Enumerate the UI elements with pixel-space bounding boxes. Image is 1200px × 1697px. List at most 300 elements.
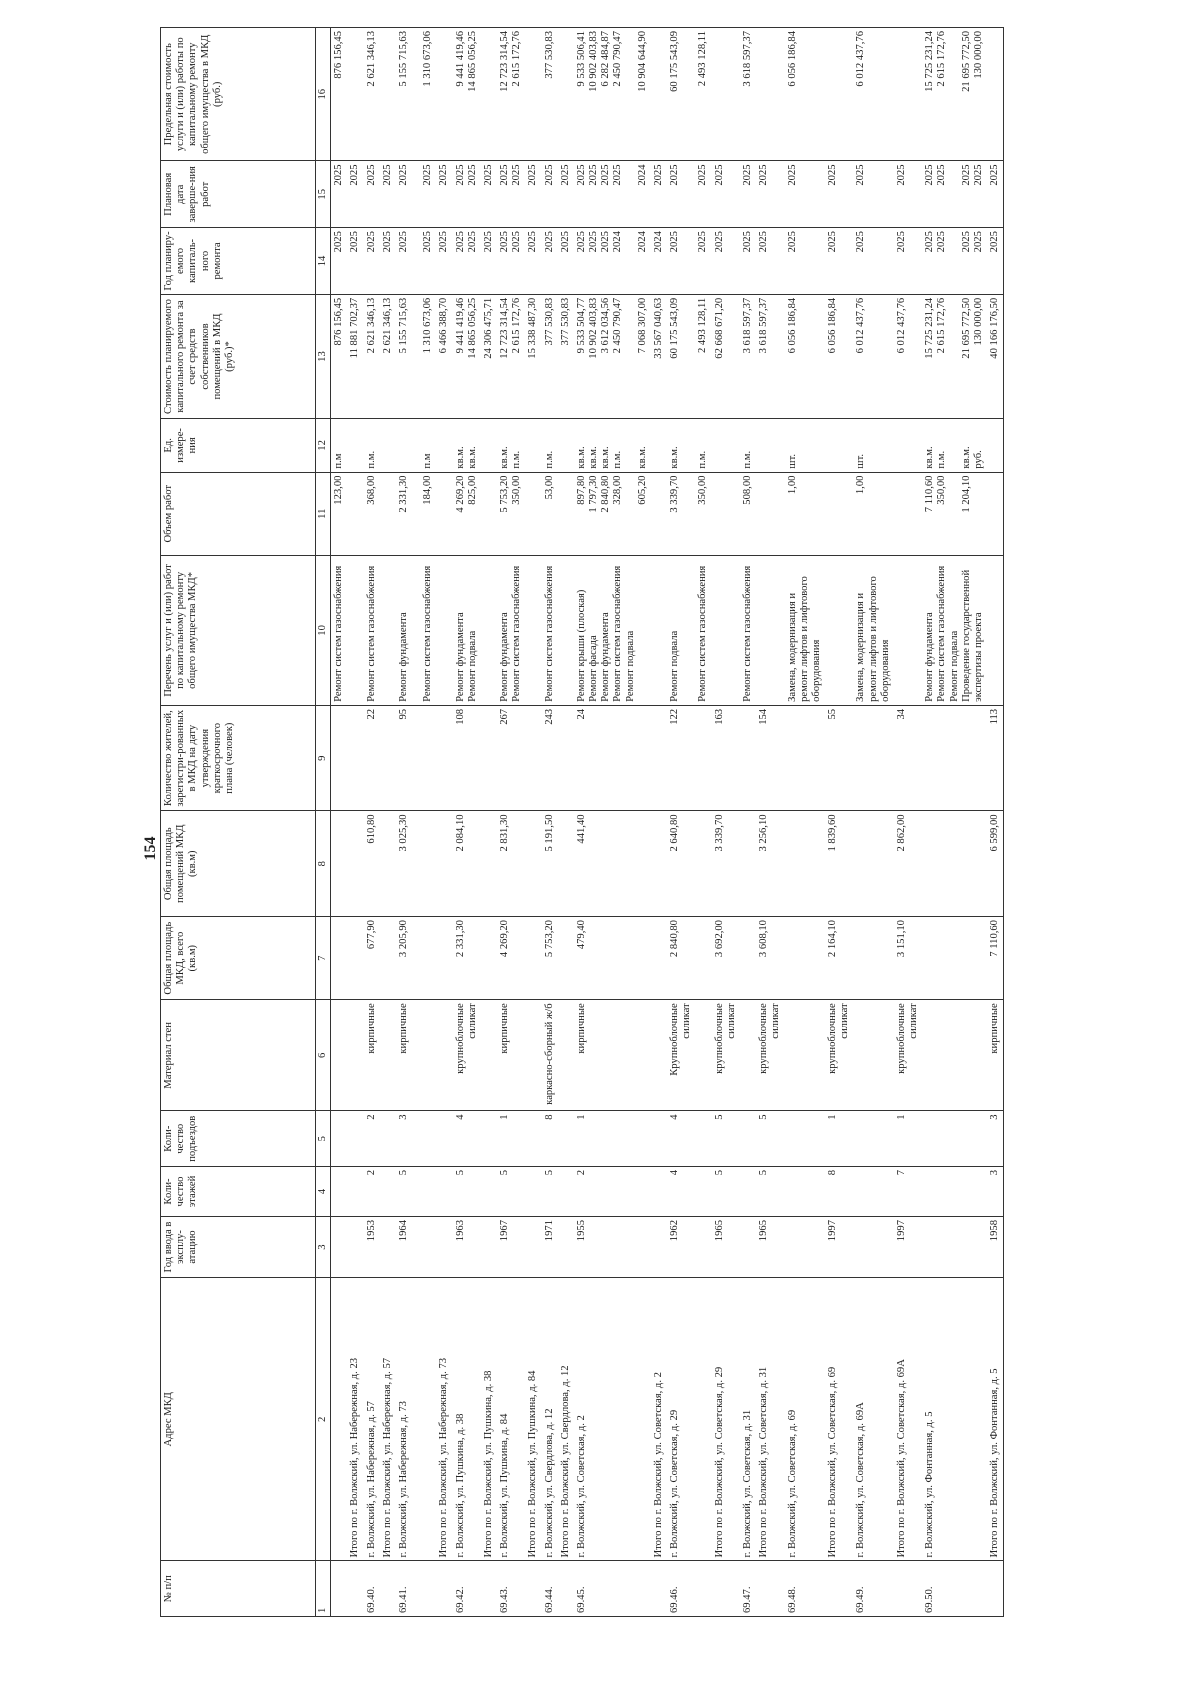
cost-cell-line: 9 533 504,77 xyxy=(575,297,587,354)
unit-cell-line: п.м. xyxy=(543,450,555,469)
end-date-cell-line xyxy=(949,164,961,224)
unit-cell xyxy=(497,419,525,472)
volume-cell xyxy=(853,472,894,555)
premises-area-cell-line: 3 256,10 xyxy=(758,814,770,852)
cost-cell-line: 12 723 314,54 xyxy=(499,297,511,359)
year-cell-line: 1971 xyxy=(543,1220,555,1242)
volume-cell-line: 1,00 xyxy=(786,475,798,495)
unit-cell-line: п.м. xyxy=(936,450,948,469)
end-date-cell-line: 2025 xyxy=(612,164,624,186)
unit-cell-line: руб. xyxy=(972,450,984,469)
cost-cell-line: 2 615 172,76 xyxy=(936,297,948,354)
residents-cell-line: 154 xyxy=(758,708,770,725)
limit-cost-cell xyxy=(712,28,740,161)
cost-cell-line: 3 618 597,37 xyxy=(741,297,753,354)
cost-cell-line: 876 156,45 xyxy=(333,297,345,346)
residents-cell xyxy=(525,705,541,811)
cost-cell-line xyxy=(410,298,422,415)
row-number-line: 69.40. xyxy=(365,1586,377,1613)
table-row xyxy=(542,28,558,1617)
end-date-cell-line: 2025 xyxy=(960,164,972,186)
floors-cell-line: 5 xyxy=(454,1170,466,1176)
row-number xyxy=(380,1561,396,1617)
residents-cell-line: 243 xyxy=(543,708,555,725)
planned-year-cell-line xyxy=(949,231,961,291)
year-cell-line: 1955 xyxy=(575,1220,587,1242)
wall-material-cell: кирпичные xyxy=(364,1000,380,1111)
residents-cell-line: 113 xyxy=(989,708,1001,725)
residents-cell-line: 163 xyxy=(713,708,725,725)
works-cell xyxy=(347,555,363,705)
wall-material-cell xyxy=(651,1000,667,1111)
end-date-cell xyxy=(785,161,826,228)
cost-cell-line xyxy=(625,298,637,415)
cost-cell xyxy=(542,294,558,418)
total-area-cell xyxy=(331,917,348,1000)
premises-area-cell-line: 1 839,60 xyxy=(827,814,839,852)
end-date-cell-line: 2025 xyxy=(989,164,1001,186)
works-cell-line: Ремонт фасада xyxy=(588,635,600,702)
premises-area-cell-line: 441,40 xyxy=(575,814,587,844)
address-cell: Итого по г. Волжский, ул. Пушкина, д. 84 xyxy=(525,1278,541,1561)
residents-cell xyxy=(481,705,497,811)
address-cell: г. Волжский, ул. Свердлова, д. 12 xyxy=(542,1278,558,1561)
planned-year-cell-line: 2025 xyxy=(499,231,511,253)
entrances-cell xyxy=(825,1111,853,1167)
table-row xyxy=(364,28,380,1617)
entrances-cell-line: 4 xyxy=(669,1114,681,1120)
planned-year-cell-line: 2024 xyxy=(636,231,648,253)
end-date-cell-line: 2025 xyxy=(499,164,511,186)
end-date-cell-line: 2025 xyxy=(786,164,798,186)
column-number: 4 xyxy=(316,1167,331,1217)
unit-cell xyxy=(481,419,497,472)
total-area-cell xyxy=(894,917,922,1000)
planned-year-cell-line: 2025 xyxy=(972,231,984,253)
cost-cell-line: 2 621 346,13 xyxy=(365,297,377,354)
works-cell xyxy=(396,555,437,705)
end-date-cell-line: 2025 xyxy=(397,164,409,186)
unit-cell xyxy=(453,419,481,472)
address-cell xyxy=(695,1278,711,1561)
planned-year-cell xyxy=(396,228,437,295)
volume-cell-line: 1 797,30 xyxy=(588,475,600,513)
planned-year-cell-line: 2025 xyxy=(454,231,466,253)
unit-cell xyxy=(380,419,396,472)
planned-year-cell-line: 2025 xyxy=(936,231,948,253)
row-number xyxy=(347,1561,363,1617)
floors-cell xyxy=(453,1167,481,1217)
floors-cell xyxy=(396,1167,437,1217)
volume-cell xyxy=(987,472,1004,555)
limit-cost-cell-line: 2 615 172,76 xyxy=(936,31,948,87)
unit-cell xyxy=(987,419,1004,472)
planned-year-cell xyxy=(481,228,497,295)
limit-cost-cell-line: 377 530,83 xyxy=(543,31,555,79)
unit-cell xyxy=(695,419,711,472)
table-row xyxy=(436,28,452,1617)
premises-area-cell xyxy=(712,811,740,917)
cost-cell xyxy=(987,294,1004,418)
column-number: 11 xyxy=(316,472,331,555)
entrances-cell xyxy=(396,1111,437,1167)
premises-area-cell xyxy=(825,811,853,917)
entrances-cell-line: 3 xyxy=(397,1114,409,1120)
limit-cost-cell xyxy=(667,28,695,161)
limit-cost-cell-line: 2 621 346,13 xyxy=(365,31,377,87)
row-number xyxy=(894,1561,922,1617)
residents-cell xyxy=(436,705,452,811)
limit-cost-cell-line xyxy=(410,31,422,157)
unit-cell-line: кв.м. xyxy=(636,446,648,469)
cost-cell-line: 377 530,83 xyxy=(559,297,571,346)
table-row xyxy=(396,28,437,1617)
entrances-cell-line: 1 xyxy=(499,1114,511,1120)
year-cell xyxy=(667,1217,695,1278)
planned-year-cell-line: 2025 xyxy=(527,231,539,253)
end-date-cell-line: 2025 xyxy=(543,164,555,186)
table-row xyxy=(453,28,481,1617)
residents-cell xyxy=(497,705,525,811)
row-number-line: 69.44. xyxy=(543,1586,555,1613)
floors-cell xyxy=(922,1167,987,1217)
planned-year-cell-line: 2025 xyxy=(543,231,555,253)
works-cell-line: Ремонт фундамента xyxy=(600,612,612,702)
total-area-cell-line: 2 331,30 xyxy=(454,920,466,958)
planned-year-cell-line: 2025 xyxy=(741,231,753,253)
residents-cell xyxy=(396,705,437,811)
limit-cost-cell-line: 130 000,00 xyxy=(972,31,984,79)
planned-year-cell xyxy=(894,228,922,295)
year-cell xyxy=(825,1217,853,1278)
premises-area-cell xyxy=(987,811,1004,917)
column-number: 10 xyxy=(316,555,331,705)
year-cell xyxy=(853,1217,894,1278)
column-header: Материал стен xyxy=(161,1000,316,1111)
limit-cost-cell-line: 2 450 790,47 xyxy=(612,31,624,87)
end-date-cell xyxy=(853,161,894,228)
works-cell xyxy=(987,555,1004,705)
entrances-cell-line: 3 xyxy=(989,1114,1001,1120)
floors-cell xyxy=(667,1167,695,1217)
address-cell: г. Волжский, ул. Советская, д. 29 xyxy=(667,1278,695,1561)
cost-cell-line: 21 695 772,50 xyxy=(960,297,972,359)
cost-cell-line: 6 466 388,70 xyxy=(438,297,450,354)
residents-cell xyxy=(558,705,574,811)
floors-cell-line: 5 xyxy=(499,1170,511,1176)
residents-cell xyxy=(695,705,711,811)
year-cell xyxy=(574,1217,651,1278)
total-area-cell xyxy=(436,917,452,1000)
column-header: Объем работ xyxy=(161,472,316,555)
wall-material-cell: кирпичные xyxy=(574,1000,651,1111)
works-cell xyxy=(558,555,574,705)
floors-cell xyxy=(331,1167,348,1217)
volume-cell-line xyxy=(949,476,961,552)
cost-cell xyxy=(785,294,826,418)
address-cell: г. Волжский, ул. Советская, д. 69А xyxy=(853,1278,894,1561)
address-cell: г. Волжский, ул. Набережная, д. 73 xyxy=(396,1278,437,1561)
address-cell: Итого по г. Волжский, ул. Советская, д. 69А xyxy=(894,1278,922,1561)
end-date-cell-line: 2025 xyxy=(652,164,664,186)
table-row xyxy=(380,28,396,1617)
floors-cell xyxy=(364,1167,380,1217)
works-cell xyxy=(481,555,497,705)
limit-cost-cell xyxy=(853,28,894,161)
floors-cell xyxy=(436,1167,452,1217)
cost-cell xyxy=(436,294,452,418)
end-date-cell-line: 2025 xyxy=(527,164,539,186)
end-date-cell xyxy=(695,161,711,228)
address-cell: Итого по г. Волжский, ул. Фонтанная, д. 5 xyxy=(987,1278,1004,1561)
planned-year-cell xyxy=(436,228,452,295)
cost-cell-line: 10 902 403,83 xyxy=(588,297,600,359)
unit-cell xyxy=(651,419,667,472)
year-cell xyxy=(712,1217,740,1278)
works-cell-line: Ремонт подвала xyxy=(624,630,636,702)
planned-year-cell-line: 2025 xyxy=(559,231,571,253)
volume-cell xyxy=(712,472,740,555)
end-date-cell xyxy=(525,161,541,228)
cost-cell xyxy=(331,294,348,418)
works-cell xyxy=(380,555,396,705)
column-number: 3 xyxy=(316,1217,331,1278)
volume-cell xyxy=(542,472,558,555)
unit-cell-line: п.м. xyxy=(741,450,753,469)
limit-cost-cell-line xyxy=(949,31,961,157)
floors-cell xyxy=(497,1167,525,1217)
volume-cell xyxy=(695,472,711,555)
planned-year-cell xyxy=(651,228,667,295)
total-area-cell xyxy=(542,917,558,1000)
works-cell: Ремонт систем газоснабжения xyxy=(331,555,348,705)
total-area-cell-line: 3 692,00 xyxy=(713,920,725,958)
limit-cost-cell xyxy=(436,28,452,161)
total-area-cell xyxy=(497,917,525,1000)
floors-cell xyxy=(740,1167,756,1217)
premises-area-cell xyxy=(922,811,987,917)
planned-year-cell-line: 2025 xyxy=(466,231,478,253)
table-row xyxy=(785,28,826,1617)
volume-cell xyxy=(347,472,363,555)
end-date-cell xyxy=(922,161,987,228)
limit-cost-cell xyxy=(740,28,756,161)
year-cell-line: 1953 xyxy=(365,1220,377,1242)
table-body xyxy=(331,28,1004,1617)
limit-cost-cell xyxy=(396,28,437,161)
column-header: Предельная стоимость услуги и (или) работы по капитальному ремонту общего имущества в МКД (руб.) xyxy=(161,28,316,161)
planned-year-cell xyxy=(740,228,756,295)
unit-cell-line: кв.м. xyxy=(924,446,936,469)
limit-cost-cell-line: 60 175 543,09 xyxy=(669,31,681,92)
table-row xyxy=(497,28,525,1617)
table-row xyxy=(825,28,853,1617)
column-header: Год ввода в эксплу-атацию xyxy=(161,1217,316,1278)
residents-cell xyxy=(364,705,380,811)
row-number-line: 69.45. xyxy=(575,1586,587,1613)
year-cell-line: 1962 xyxy=(669,1220,681,1242)
volume-cell-line xyxy=(625,476,637,552)
column-header: Общая площадь МКД, всего (кв.м) xyxy=(161,917,316,1000)
column-number: 8 xyxy=(316,811,331,917)
total-area-cell-line: 5 753,20 xyxy=(543,920,555,958)
unit-cell xyxy=(740,419,756,472)
end-date-cell-line: 2024 xyxy=(636,164,648,186)
planned-year-cell-line: 2025 xyxy=(827,231,839,253)
row-number xyxy=(574,1561,651,1617)
wall-material-cell xyxy=(436,1000,452,1111)
planned-year-cell xyxy=(380,228,396,295)
table-row xyxy=(756,28,784,1617)
floors-cell xyxy=(853,1167,894,1217)
total-area-cell xyxy=(651,917,667,1000)
end-date-cell xyxy=(436,161,452,228)
wall-material-cell xyxy=(380,1000,396,1111)
works-cell: Ремонт систем газоснабжения xyxy=(542,555,558,705)
unit-cell xyxy=(331,419,348,472)
row-number xyxy=(453,1561,481,1617)
limit-cost-cell xyxy=(894,28,922,161)
total-area-cell xyxy=(574,917,651,1000)
planned-year-cell-line: 2024 xyxy=(612,231,624,253)
end-date-cell xyxy=(396,161,437,228)
end-date-cell-line: 2025 xyxy=(600,164,612,186)
end-date-cell-line: 2025 xyxy=(454,164,466,186)
year-cell xyxy=(558,1217,574,1278)
planned-year-cell-line: 2025 xyxy=(422,231,434,253)
works-cell-line: Ремонт фундамента xyxy=(924,612,936,702)
column-number: 7 xyxy=(316,917,331,1000)
cost-cell-line: 2 615 172,76 xyxy=(511,297,523,354)
end-date-cell xyxy=(364,161,380,228)
address-cell: г. Волжский, ул. Пушкина, д. 84 xyxy=(497,1278,525,1561)
planned-year-cell xyxy=(922,228,987,295)
volume-cell xyxy=(785,472,826,555)
total-area-cell xyxy=(825,917,853,1000)
row-number xyxy=(651,1561,667,1617)
end-date-cell-line: 2025 xyxy=(924,164,936,186)
premises-area-cell-line: 2 862,00 xyxy=(895,814,907,852)
year-cell-line: 1965 xyxy=(758,1220,770,1242)
premises-area-cell xyxy=(380,811,396,917)
planned-year-cell-line: 2025 xyxy=(511,231,523,253)
table-row xyxy=(922,28,987,1617)
end-date-cell-line: 2025 xyxy=(741,164,753,186)
residents-cell xyxy=(712,705,740,811)
premises-area-cell-line: 610,80 xyxy=(365,814,377,844)
works-cell-line: Ремонт систем газоснабжения xyxy=(612,565,624,702)
volume-cell-line: 350,00 xyxy=(511,475,523,505)
planned-year-cell-line: 2025 xyxy=(365,231,377,253)
volume-cell-line: 897,80 xyxy=(575,475,587,505)
residents-cell xyxy=(542,705,558,811)
limit-cost-cell xyxy=(380,28,396,161)
unit-cell xyxy=(396,419,437,472)
limit-cost-cell-line: 14 865 056,25 xyxy=(466,31,478,92)
cost-cell-line: 40 166 176,50 xyxy=(989,297,1001,359)
premises-area-cell xyxy=(695,811,711,917)
planned-year-cell-line: 2025 xyxy=(697,231,709,253)
planned-year-cell-line: 2025 xyxy=(381,231,393,253)
total-area-cell xyxy=(667,917,695,1000)
works-cell xyxy=(894,555,922,705)
volume-cell xyxy=(497,472,525,555)
unit-cell-line xyxy=(625,422,637,468)
cost-cell-line xyxy=(949,298,961,415)
limit-cost-cell-line: 10 902 403,83 xyxy=(588,31,600,92)
row-number-line: 69.41. xyxy=(397,1586,409,1613)
column-header: Адрес МКД xyxy=(161,1278,316,1561)
unit-cell xyxy=(558,419,574,472)
limit-cost-cell-line: 5 155 715,63 xyxy=(397,31,409,87)
planned-year-cell xyxy=(987,228,1004,295)
residents-cell xyxy=(756,705,784,811)
residents-cell xyxy=(894,705,922,811)
cost-cell xyxy=(667,294,695,418)
limit-cost-cell-line xyxy=(625,31,637,157)
entrances-cell xyxy=(740,1111,756,1167)
works-cell-line: Ремонт подвала xyxy=(948,630,960,702)
limit-cost-cell xyxy=(922,28,987,161)
entrances-cell xyxy=(453,1111,481,1167)
works-cell xyxy=(436,555,452,705)
year-cell xyxy=(331,1217,348,1278)
limit-cost-cell-line: 21 695 772,50 xyxy=(960,31,972,92)
volume-cell-line: 53,00 xyxy=(543,475,555,500)
unit-cell-line: шт. xyxy=(786,453,798,469)
row-number xyxy=(667,1561,695,1617)
year-cell xyxy=(894,1217,922,1278)
limit-cost-cell-line: 876 156,45 xyxy=(333,31,345,79)
volume-cell xyxy=(364,472,380,555)
planned-year-cell-line: 2025 xyxy=(713,231,725,253)
limit-cost-cell xyxy=(825,28,853,161)
cost-cell xyxy=(396,294,437,418)
entrances-cell xyxy=(987,1111,1004,1167)
works-cell xyxy=(453,555,481,705)
end-date-cell xyxy=(756,161,784,228)
unit-cell-line: п.м. xyxy=(365,450,377,469)
planned-year-cell-line: 2025 xyxy=(482,231,494,253)
premises-area-cell-line: 3 339,70 xyxy=(713,814,725,852)
volume-cell xyxy=(651,472,667,555)
year-cell xyxy=(436,1217,452,1278)
end-date-cell-line: 2025 xyxy=(758,164,770,186)
year-cell xyxy=(756,1217,784,1278)
residents-cell-line: 55 xyxy=(827,708,839,720)
column-header: Год планиру-емого капиталь-ного ремонта xyxy=(161,228,316,295)
entrances-cell xyxy=(894,1111,922,1167)
limit-cost-cell-line: 2 615 172,76 xyxy=(511,31,523,87)
total-area-cell xyxy=(740,917,756,1000)
total-area-cell-line: 7 110,60 xyxy=(989,920,1001,957)
cost-cell xyxy=(380,294,396,418)
limit-cost-cell xyxy=(331,28,348,161)
wall-material-cell: крупноблочные силикат xyxy=(756,1000,784,1111)
planned-year-cell xyxy=(558,228,574,295)
cost-cell-line: 377 530,83 xyxy=(543,297,555,346)
volume-cell xyxy=(396,472,437,555)
floors-cell xyxy=(712,1167,740,1217)
works-cell: Ремонт систем газоснабжения xyxy=(364,555,380,705)
column-number: 5 xyxy=(316,1111,331,1167)
end-date-cell-line xyxy=(625,164,637,224)
residents-cell-line: 108 xyxy=(454,708,466,725)
end-date-cell xyxy=(481,161,497,228)
row-number xyxy=(436,1561,452,1617)
row-number xyxy=(740,1561,756,1617)
volume-cell-line: 350,00 xyxy=(697,475,709,505)
